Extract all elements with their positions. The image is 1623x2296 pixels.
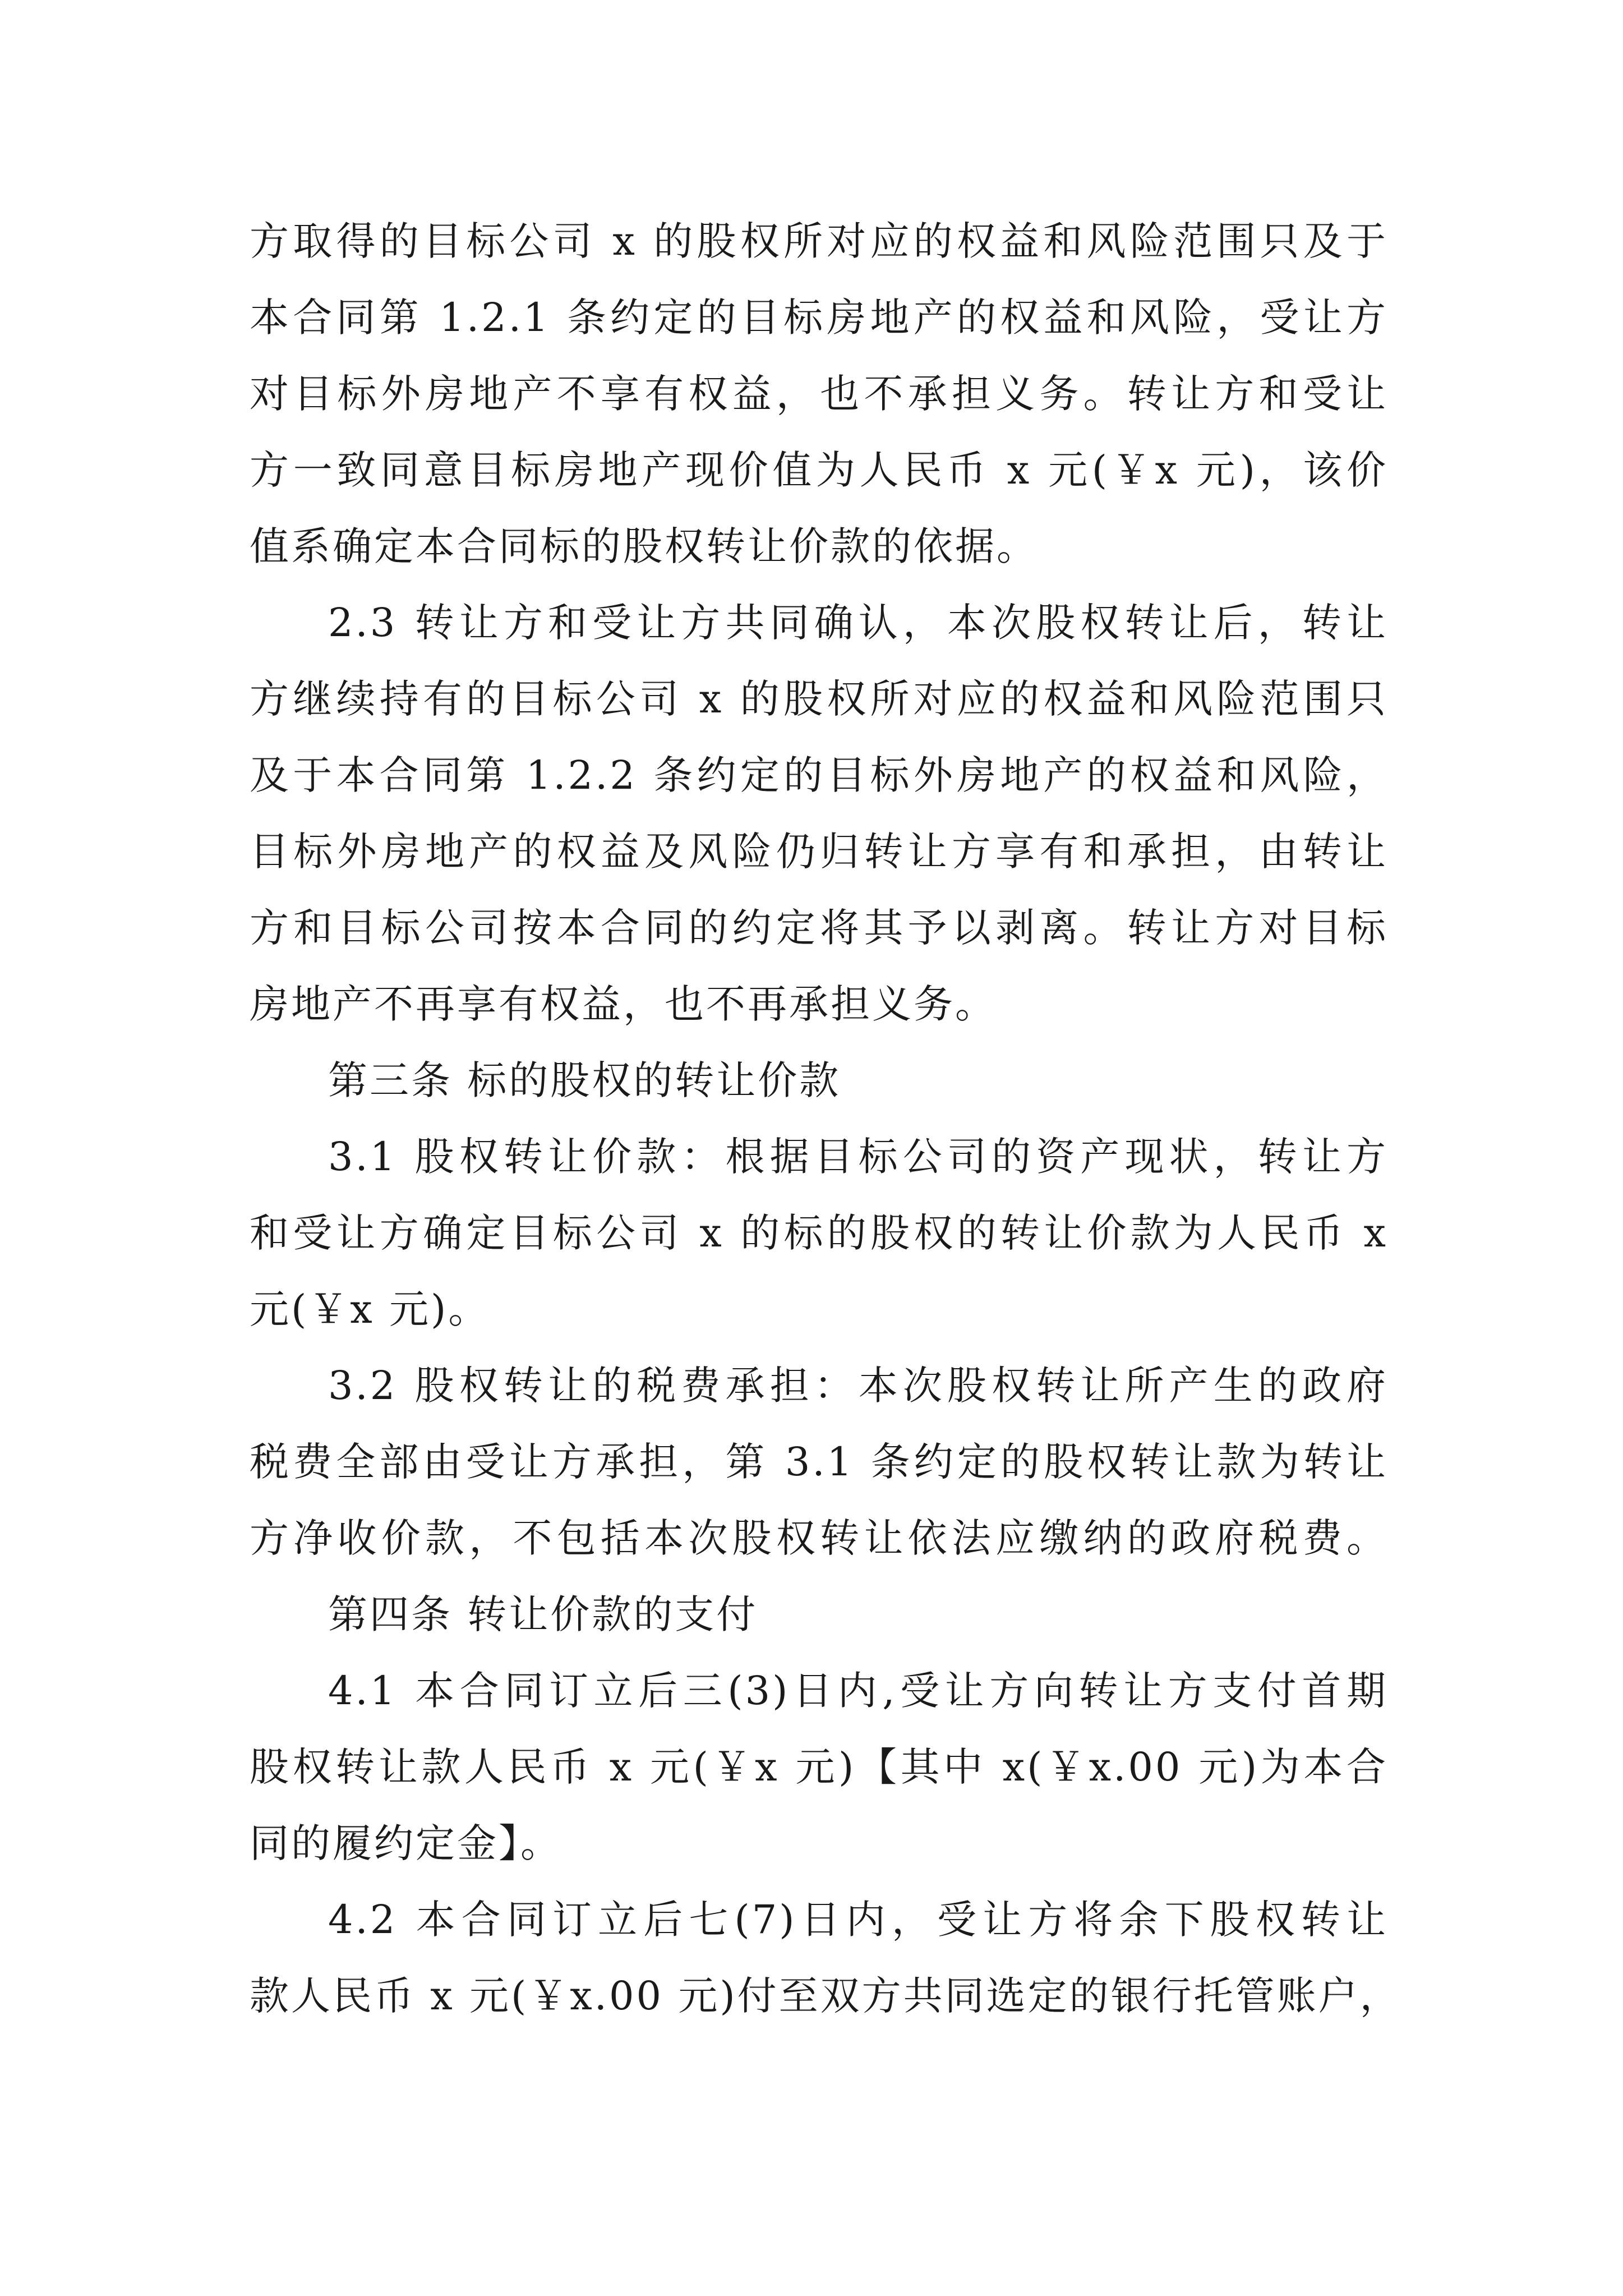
- clause-3-2: [250, 1347, 1388, 1576]
- text-line: 及于本合同第 1.2.2 条约定的目标外房地产的权益和风险，: [250, 752, 1388, 798]
- clause-3-1: [250, 1119, 1388, 1347]
- text-line: 股权转让款人民币 x 元(￥x 元)【其中 x(￥x.00 元)为本合: [250, 1744, 1388, 1790]
- text-line: 方和目标公司按本合同的约定将其予以剥离。转让方对目标: [250, 905, 1388, 951]
- text-line: 方一致同意目标房地产现价值为人民币 x 元(￥x 元)，该价: [250, 447, 1388, 493]
- text-line: 值系确定本合同标的股权转让价款的依据。: [250, 523, 1038, 569]
- text-line: 和受让方确定目标公司 x 的标的股权的转让价款为人民币 x: [250, 1210, 1388, 1256]
- article-4-heading: [250, 1576, 1388, 1653]
- text-line: 2.3 转让方和受让方共同确认，本次股权转让后，转让: [328, 600, 1388, 646]
- text-line: 方净收价款，不包括本次股权转让依法应缴纳的政府税费。: [250, 1515, 1388, 1561]
- article-3-heading: [250, 1042, 1388, 1119]
- text-line: 同的履约定金】。: [250, 1820, 562, 1866]
- text-line: 税费全部由受让方承担，第 3.1 条约定的股权转让款为转让: [250, 1439, 1388, 1485]
- text-line: 4.2 本合同订立后七(7)日内，受让方将余下股权转让: [328, 1897, 1388, 1943]
- text-line: 方继续持有的目标公司 x 的股权所对应的权益和风险范围只: [250, 676, 1388, 722]
- document-page: [250, 203, 1401, 2034]
- paragraph-continuation: [250, 203, 1388, 585]
- text-line: 方取得的目标公司 x 的股权所对应的权益和风险范围只及于: [250, 218, 1388, 264]
- text-line: 4.1 本合同订立后三(3)日内,受让方向转让方支付首期: [328, 1668, 1388, 1714]
- text-line: 对目标外房地产不享有权益，也不承担义务。转让方和受让: [250, 371, 1388, 417]
- clause-2-3: [250, 585, 1388, 1042]
- section-heading: 第三条 标的股权的转让价款: [328, 1057, 841, 1103]
- text-line: 本合同第 1.2.1 条约定的目标房地产的权益和风险，受让方: [250, 295, 1388, 341]
- text-line: 目标外房地产的权益及风险仍归转让方享有和承担，由转让: [250, 829, 1388, 875]
- text-line: 元(￥x 元)。: [250, 1286, 490, 1332]
- section-heading: 第四条 转让价款的支付: [328, 1591, 758, 1637]
- text-line: 3.1 股权转让价款：根据目标公司的资产现状，转让方: [328, 1134, 1388, 1180]
- clause-4-2: [250, 1881, 1401, 2034]
- clause-4-1: [250, 1653, 1388, 1881]
- text-line: 3.2 股权转让的税费承担：本次股权转让所产生的政府: [328, 1363, 1388, 1409]
- text-line: 款人民币 x 元(￥x.00 元)付至双方共同选定的银行托管账户，: [250, 1973, 1401, 2019]
- text-line: 房地产不再享有权益，也不再承担义务。: [250, 981, 997, 1027]
